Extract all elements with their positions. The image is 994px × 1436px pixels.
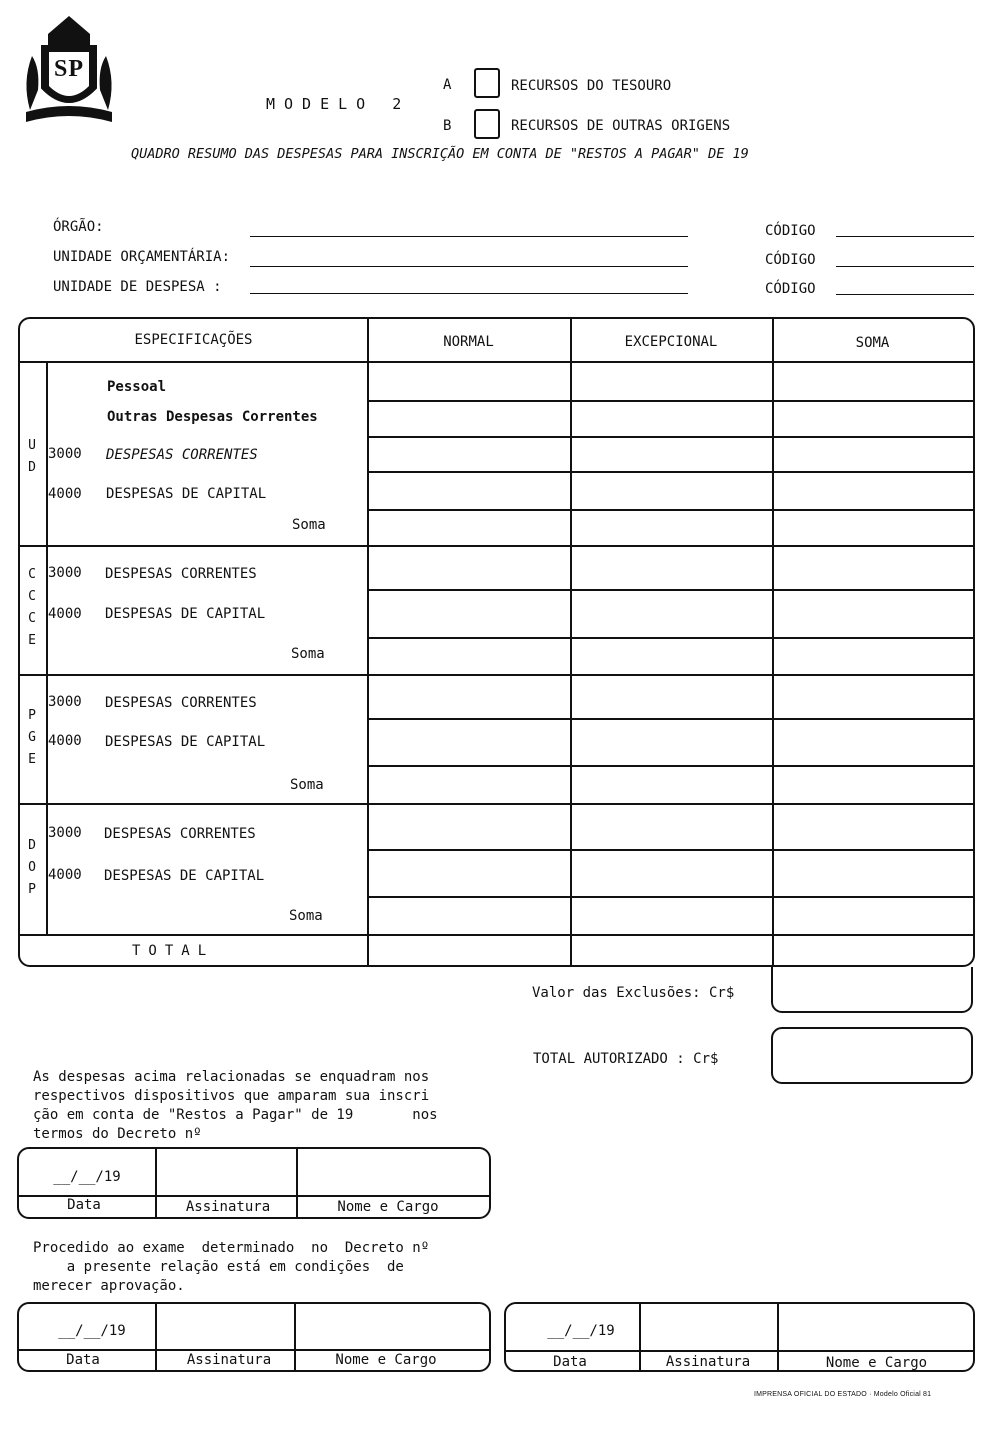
option-a-letter: A xyxy=(443,77,452,93)
group-label-dop: D O P xyxy=(28,838,36,897)
ccce-despesas-capital: DESPESAS DE CAPITAL xyxy=(105,606,266,622)
signature-block-2 xyxy=(17,1302,491,1372)
signature-2-assinatura-label: Assinatura xyxy=(186,1352,272,1368)
option-a-checkbox[interactable] xyxy=(474,68,500,98)
orgao-field[interactable] xyxy=(250,236,688,237)
dop-despesas-capital: DESPESAS DE CAPITAL xyxy=(104,868,265,884)
ud-soma: Soma xyxy=(292,517,326,533)
signature-3-assinatura-label: Assinatura xyxy=(665,1354,751,1370)
ud-despesas-capital: DESPESAS DE CAPITAL xyxy=(106,486,267,502)
exclusoes-label: Valor das Exclusões: Cr$ xyxy=(532,985,735,1001)
group-label-pge: P G E xyxy=(28,708,36,767)
signature-2-nome-label: Nome e Cargo xyxy=(335,1352,437,1368)
signature-3-data-label: Data xyxy=(553,1354,587,1370)
signature-block-1 xyxy=(17,1147,491,1219)
codigo-label-1: CÓDIGO xyxy=(765,223,816,239)
option-a-label: RECURSOS DO TESOURO xyxy=(511,78,672,94)
signature-2-assinatura-field[interactable] xyxy=(156,1304,293,1348)
codigo-field-1[interactable] xyxy=(836,236,974,237)
signature-1-assinatura-field[interactable] xyxy=(156,1149,295,1194)
autorizado-label: TOTAL AUTORIZADO : Cr$ xyxy=(533,1051,719,1067)
form-subtitle: QUADRO RESUMO DAS DESPESAS PARA INSCRIÇÃO EM CONTA DE "RESTOS A PAGAR" DE 19 xyxy=(131,146,749,162)
signature-1-nome-label: Nome e Cargo xyxy=(337,1199,439,1215)
dop-code-3000: 3000 xyxy=(48,825,82,841)
codigo-field-3[interactable] xyxy=(836,294,974,295)
signature-1-assinatura-label: Assinatura xyxy=(185,1199,271,1215)
signature-1-data-label: Data xyxy=(67,1197,101,1213)
option-b-label: RECURSOS DE OUTRAS ORIGENS xyxy=(511,118,731,134)
option-b-letter: B xyxy=(443,118,452,134)
header-especificacoes: ESPECIFICAÇÕES xyxy=(134,332,253,348)
exam-text: Procedido ao exame determinado no Decreto nº a presente relação está em condições de merecer aprovação. xyxy=(33,1240,430,1294)
model-title: MODELO 2 xyxy=(266,95,411,113)
dop-soma: Soma xyxy=(289,908,323,924)
unidade-orcamentaria-field[interactable] xyxy=(250,266,688,267)
table-total-label: TOTAL xyxy=(132,943,215,959)
group-label-ud: U D xyxy=(28,438,36,475)
signature-2-nome-field[interactable] xyxy=(295,1304,491,1348)
unidade-orcamentaria-label: UNIDADE ORÇAMENTÁRIA: xyxy=(53,249,231,265)
ccce-code-3000: 3000 xyxy=(48,565,82,581)
group-label-ccce: C C C E xyxy=(28,567,36,648)
signature-1-nome-field[interactable] xyxy=(297,1149,491,1194)
option-b-checkbox[interactable] xyxy=(474,109,500,139)
signature-block-3 xyxy=(504,1302,975,1372)
orgao-label: ÓRGÃO: xyxy=(53,219,104,235)
footer-imprint: IMPRENSA OFICIAL DO ESTADO · Modelo Oficial 81 xyxy=(754,1391,932,1398)
codigo-label-2: CÓDIGO xyxy=(765,252,816,268)
codigo-label-3: CÓDIGO xyxy=(765,281,816,297)
ud-code-4000: 4000 xyxy=(48,486,82,502)
seal-letters: SP xyxy=(53,56,84,82)
ccce-despesas-correntes: DESPESAS CORRENTES xyxy=(105,566,257,582)
pge-despesas-capital: DESPESAS DE CAPITAL xyxy=(105,734,266,750)
dop-code-4000: 4000 xyxy=(48,867,82,883)
autorizado-value-box[interactable] xyxy=(771,1027,973,1084)
signature-3-date[interactable]: __/__/19 xyxy=(547,1323,615,1339)
exclusoes-value-box[interactable] xyxy=(771,967,973,1013)
expense-table xyxy=(18,317,975,967)
pge-despesas-correntes: DESPESAS CORRENTES xyxy=(105,695,257,711)
pge-soma: Soma xyxy=(290,777,324,793)
header-soma: SOMA xyxy=(855,335,890,351)
ud-despesas-correntes: DESPESAS CORRENTES xyxy=(106,447,258,463)
state-seal xyxy=(18,12,120,124)
pge-code-3000: 3000 xyxy=(48,694,82,710)
signature-2-date[interactable]: __/__/19 xyxy=(58,1323,126,1339)
dop-despesas-correntes: DESPESAS CORRENTES xyxy=(104,826,256,842)
codigo-field-2[interactable] xyxy=(836,266,974,267)
header-excepcional: EXCEPCIONAL xyxy=(624,334,718,350)
ud-code-3000: 3000 xyxy=(48,446,82,462)
ud-outras: Outras Despesas Correntes xyxy=(107,409,318,425)
signature-3-nome-field[interactable] xyxy=(778,1304,975,1349)
ud-pessoal: Pessoal xyxy=(107,379,167,395)
declaration-text: As despesas acima relacionadas se enquadram nos respectivos dispositivos que amparam sua inscri ção em conta de "Restos a Pagar" de 19 nos termos do Decreto nº xyxy=(33,1069,438,1142)
ccce-code-4000: 4000 xyxy=(48,606,82,622)
signature-3-nome-label: Nome e Cargo xyxy=(825,1355,928,1371)
header-normal: NORMAL xyxy=(443,334,494,350)
signature-2-data-label: Data xyxy=(66,1352,100,1368)
unidade-despesa-field[interactable] xyxy=(250,293,688,294)
pge-code-4000: 4000 xyxy=(48,733,82,749)
signature-3-assinatura-field[interactable] xyxy=(640,1304,776,1349)
signature-1-date[interactable]: __/__/19 xyxy=(53,1169,121,1185)
unidade-despesa-label: UNIDADE DE DESPESA : xyxy=(53,279,222,295)
ccce-soma: Soma xyxy=(291,646,325,662)
